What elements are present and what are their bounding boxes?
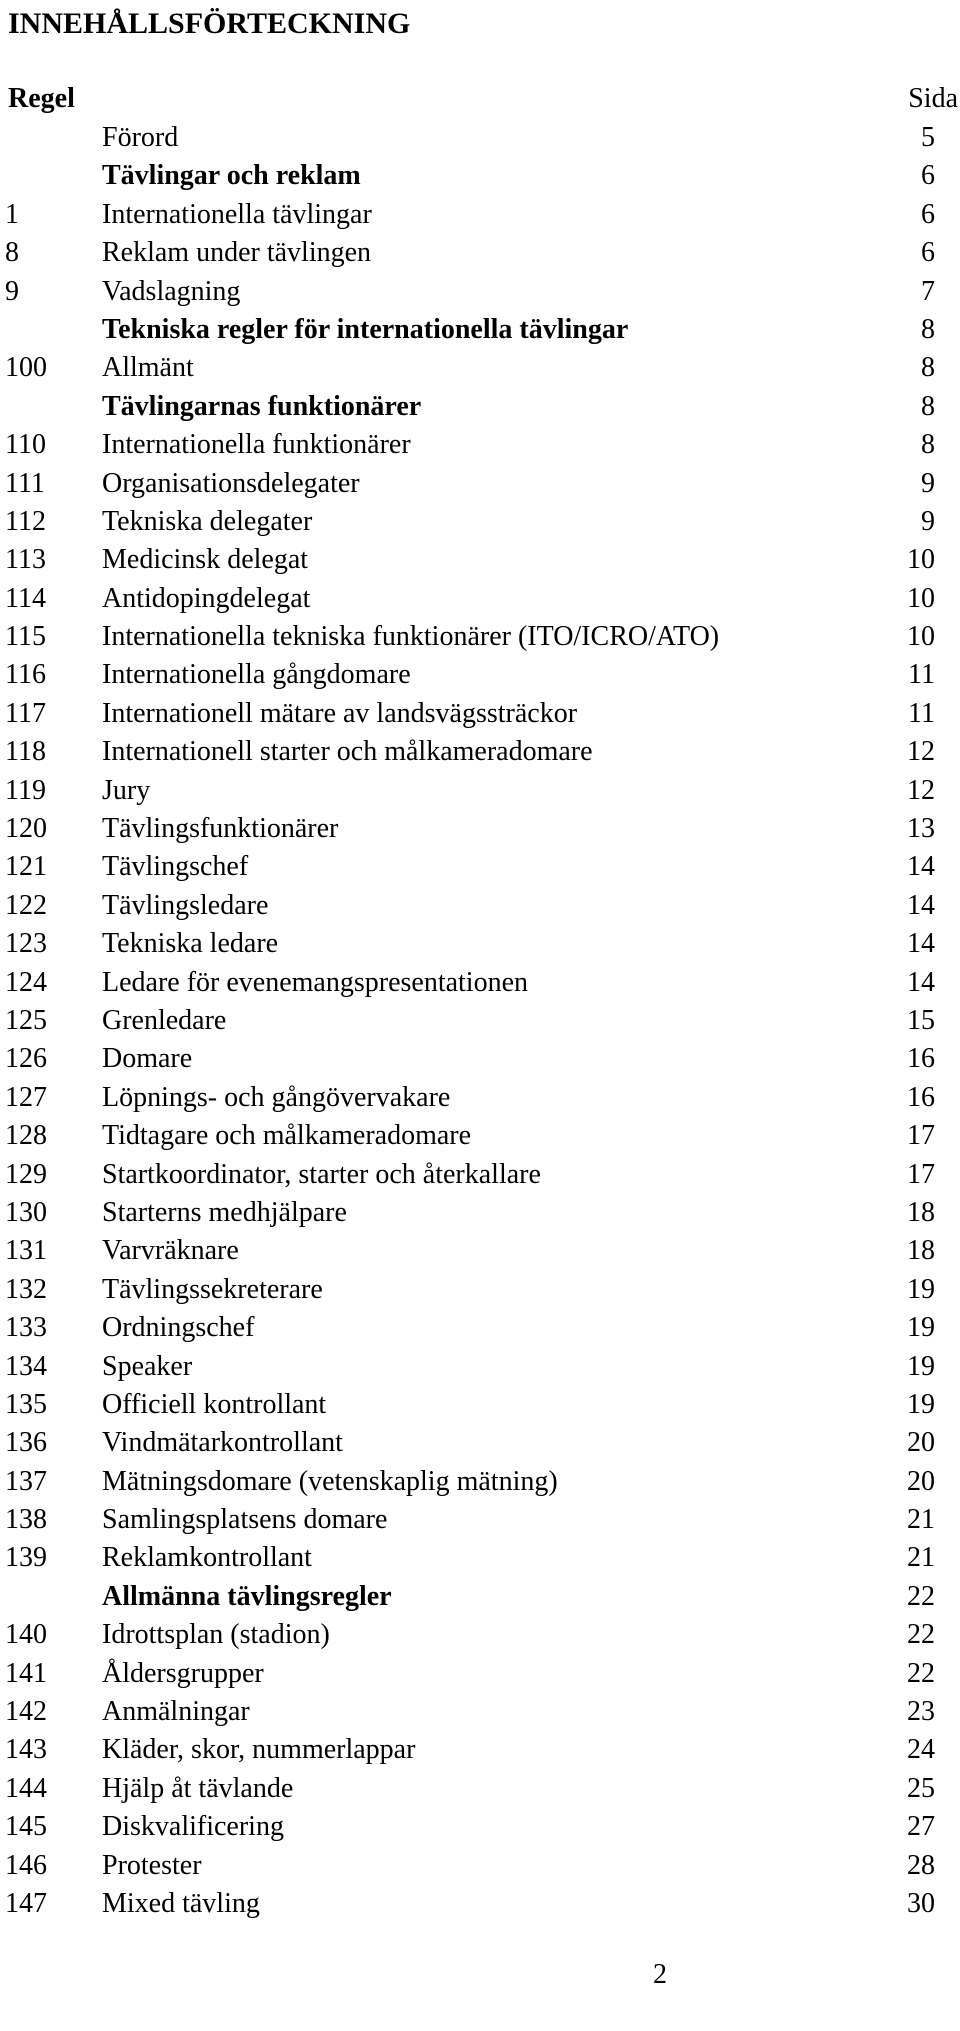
toc-entry bbox=[0, 1424, 960, 1462]
entry-title: Organisationsdelegater bbox=[102, 467, 360, 499]
rule-number: 124 bbox=[5, 966, 47, 998]
entry-page-number: 8 bbox=[921, 429, 935, 461]
entry-page-number: 14 bbox=[907, 851, 935, 883]
rule-number: 117 bbox=[5, 697, 46, 729]
entry-page-number: 14 bbox=[907, 928, 935, 960]
toc-entry bbox=[0, 1463, 960, 1501]
entry-page-number: 23 bbox=[907, 1696, 935, 1728]
toc-entry bbox=[0, 1539, 960, 1577]
rule-number: 132 bbox=[5, 1273, 47, 1305]
toc-entry bbox=[0, 1770, 960, 1808]
entry-page-number: 6 bbox=[921, 160, 935, 192]
entry-page-number: 30 bbox=[907, 1887, 935, 1919]
entry-page-number: 20 bbox=[907, 1427, 935, 1459]
entry-page-number: 12 bbox=[907, 736, 935, 768]
entry-page-number: 8 bbox=[921, 352, 935, 384]
rule-number: 110 bbox=[5, 429, 46, 461]
rule-number: 116 bbox=[5, 659, 46, 691]
toc-entry bbox=[0, 273, 960, 311]
entry-page-number: 22 bbox=[907, 1657, 935, 1689]
rule-number: 127 bbox=[5, 1081, 47, 1113]
entry-title: Ledare för evenemangspresentationen bbox=[102, 966, 529, 998]
toc-entry bbox=[0, 887, 960, 925]
rule-number: 113 bbox=[5, 544, 46, 576]
entry-title: Allmänt bbox=[102, 352, 194, 384]
rule-number: 122 bbox=[5, 889, 47, 921]
toc-entry bbox=[0, 1002, 960, 1040]
toc-entry bbox=[0, 925, 960, 963]
entry-title: Startkoordinator, starter och återkallare bbox=[102, 1158, 541, 1190]
toc-entry bbox=[0, 1040, 960, 1078]
entry-title: Tekniska regler för internationella tävlingar bbox=[102, 313, 629, 345]
entry-page-number: 10 bbox=[907, 582, 935, 614]
rule-number: 8 bbox=[5, 237, 19, 269]
entry-title: Grenledare bbox=[102, 1004, 227, 1036]
entry-page-number: 6 bbox=[921, 237, 935, 269]
entry-page-number: 25 bbox=[907, 1772, 935, 1804]
entry-page-number: 21 bbox=[907, 1504, 935, 1536]
toc-entry bbox=[0, 695, 960, 733]
rule-number: 126 bbox=[5, 1043, 47, 1075]
toc-entry bbox=[0, 465, 960, 503]
rule-number: 125 bbox=[5, 1004, 47, 1036]
toc-entry bbox=[0, 234, 960, 272]
rule-number: 138 bbox=[5, 1504, 47, 1536]
entry-page-number: 15 bbox=[907, 1004, 935, 1036]
entry-title: Starterns medhjälpare bbox=[102, 1196, 347, 1228]
entry-page-number: 27 bbox=[907, 1811, 935, 1843]
toc-entry bbox=[0, 656, 960, 694]
entry-page-number: 16 bbox=[907, 1081, 935, 1113]
rule-number: 112 bbox=[5, 505, 46, 537]
entry-title: Kläder, skor, nummerlappar bbox=[102, 1734, 416, 1766]
entry-title: Tävlingarnas funktionärer bbox=[102, 390, 422, 422]
entry-page-number: 19 bbox=[907, 1388, 935, 1420]
entry-page-number: 22 bbox=[907, 1580, 935, 1612]
entry-title: Internationell starter och målkameradomare bbox=[102, 736, 593, 768]
rule-number: 136 bbox=[5, 1427, 47, 1459]
rule-number: 143 bbox=[5, 1734, 47, 1766]
toc-entry bbox=[0, 848, 960, 886]
entry-title: Jury bbox=[102, 774, 151, 806]
entry-page-number: 21 bbox=[907, 1542, 935, 1574]
entry-page-number: 22 bbox=[907, 1619, 935, 1651]
toc-entry bbox=[0, 1348, 960, 1386]
entry-page-number: 17 bbox=[907, 1120, 935, 1152]
toc-section-heading bbox=[0, 1578, 960, 1616]
page-title: INNEHÅLLSFÖRTECKNING bbox=[8, 7, 411, 40]
entry-title: Hjälp åt tävlande bbox=[102, 1772, 294, 1804]
entry-title: Tävlingssekreterare bbox=[102, 1273, 323, 1305]
entry-page-number: 14 bbox=[907, 966, 935, 998]
entry-page-number: 9 bbox=[921, 505, 935, 537]
entry-page-number: 12 bbox=[907, 774, 935, 806]
rule-number: 137 bbox=[5, 1465, 47, 1497]
entry-title: Tävlingar och reklam bbox=[102, 160, 361, 192]
rule-number: 100 bbox=[5, 352, 47, 384]
entry-title: Domare bbox=[102, 1043, 193, 1075]
entry-page-number: 17 bbox=[907, 1158, 935, 1190]
toc-section-heading bbox=[0, 388, 960, 426]
entry-title: Tekniska delegater bbox=[102, 505, 313, 537]
toc-entry bbox=[0, 541, 960, 579]
rule-number: 129 bbox=[5, 1158, 47, 1190]
rule-number: 1 bbox=[5, 198, 19, 230]
toc-section-heading bbox=[0, 311, 960, 349]
rule-number: 131 bbox=[5, 1235, 47, 1267]
entry-title: Protester bbox=[102, 1849, 202, 1881]
toc-entry bbox=[0, 772, 960, 810]
entry-title: Reklamkontrollant bbox=[102, 1542, 312, 1574]
entry-page-number: 10 bbox=[907, 621, 935, 653]
entry-title: Samlingsplatsens domare bbox=[102, 1504, 388, 1536]
entry-page-number: 13 bbox=[907, 813, 935, 845]
entry-page-number: 6 bbox=[921, 198, 935, 230]
rule-number: 111 bbox=[5, 467, 45, 499]
entry-title: Tidtagare och målkameradomare bbox=[102, 1120, 472, 1152]
entry-title: Tekniska ledare bbox=[102, 928, 279, 960]
toc-entry bbox=[0, 1117, 960, 1155]
entry-page-number: 8 bbox=[921, 313, 935, 345]
toc-entry bbox=[0, 618, 960, 656]
toc-entry bbox=[0, 119, 960, 157]
entry-title: Förord bbox=[102, 122, 179, 153]
entry-page-number: 19 bbox=[907, 1350, 935, 1382]
toc-entry bbox=[0, 1655, 960, 1693]
entry-title: Ordningschef bbox=[102, 1312, 255, 1344]
entry-title: Internationella gångdomare bbox=[102, 659, 411, 691]
toc-entry bbox=[0, 1616, 960, 1654]
rule-number: 144 bbox=[5, 1772, 47, 1804]
entry-title: Vindmätarkontrollant bbox=[102, 1427, 343, 1459]
entry-title: Löpnings- och gångövervakare bbox=[102, 1081, 451, 1113]
entry-page-number: 11 bbox=[908, 659, 935, 691]
entry-page-number: 19 bbox=[907, 1273, 935, 1305]
entry-title: Reklam under tävlingen bbox=[102, 237, 372, 269]
entry-page-number: 16 bbox=[907, 1043, 935, 1075]
toc-entry bbox=[0, 1309, 960, 1347]
entry-page-number: 19 bbox=[907, 1312, 935, 1344]
rule-number: 135 bbox=[5, 1388, 47, 1420]
entry-page-number: 18 bbox=[907, 1235, 935, 1267]
toc-entry bbox=[0, 964, 960, 1002]
entry-title: Antidopingdelegat bbox=[102, 582, 311, 614]
toc-entry bbox=[0, 810, 960, 848]
entry-title: Diskvalificering bbox=[102, 1811, 284, 1843]
entry-title: Mätningsdomare (vetenskaplig mätning) bbox=[102, 1465, 558, 1497]
toc-entry bbox=[0, 1808, 960, 1846]
rule-number: 147 bbox=[5, 1887, 47, 1919]
toc-entry bbox=[0, 1847, 960, 1885]
rule-number: 120 bbox=[5, 813, 47, 845]
rule-number: 146 bbox=[5, 1849, 47, 1881]
rule-number: 140 bbox=[5, 1619, 47, 1651]
toc-entry bbox=[0, 1079, 960, 1117]
toc-entry bbox=[0, 1386, 960, 1424]
toc-entry bbox=[0, 196, 960, 234]
entry-title: Medicinsk delegat bbox=[102, 544, 309, 576]
toc-entry bbox=[0, 426, 960, 464]
toc-entry bbox=[0, 1501, 960, 1539]
rule-number: 142 bbox=[5, 1696, 47, 1728]
toc-entry bbox=[0, 1731, 960, 1769]
toc-entry bbox=[0, 733, 960, 771]
rule-number: 114 bbox=[5, 582, 46, 614]
entry-title: Speaker bbox=[102, 1350, 193, 1382]
entry-title: Internationell mätare av landsvägssträckor bbox=[102, 697, 578, 729]
toc-entry bbox=[0, 1194, 960, 1232]
rule-number: 139 bbox=[5, 1542, 47, 1574]
rule-number: 119 bbox=[5, 774, 46, 806]
entry-page-number: 14 bbox=[907, 889, 935, 921]
entry-title: Officiell kontrollant bbox=[102, 1388, 327, 1420]
rule-number: 128 bbox=[5, 1120, 47, 1152]
rule-number: 118 bbox=[5, 736, 46, 768]
entry-title: Tävlingsfunktionärer bbox=[102, 813, 339, 845]
entry-title: Internationella funktionärer bbox=[102, 429, 411, 461]
rule-number: 130 bbox=[5, 1196, 47, 1228]
column-header-page: Sida bbox=[908, 83, 958, 114]
entry-title: Allmänna tävlingsregler bbox=[102, 1580, 392, 1612]
page-number: 2 bbox=[653, 1959, 667, 1990]
rule-number: 121 bbox=[5, 851, 47, 883]
entry-title: Tävlingschef bbox=[102, 851, 249, 883]
toc-entry bbox=[0, 1156, 960, 1194]
table-of-contents bbox=[0, 119, 960, 1923]
rule-number: 141 bbox=[5, 1657, 47, 1689]
entry-title: Anmälningar bbox=[102, 1696, 250, 1728]
toc-entry bbox=[0, 503, 960, 541]
entry-page-number: 18 bbox=[907, 1196, 935, 1228]
rule-number: 145 bbox=[5, 1811, 47, 1843]
entry-title: Varvräknare bbox=[102, 1235, 239, 1267]
rule-number: 134 bbox=[5, 1350, 47, 1382]
toc-section-heading bbox=[0, 157, 960, 195]
toc-entry bbox=[0, 1232, 960, 1270]
entry-title: Internationella tekniska funktionärer (ITO/ICRO/ATO) bbox=[102, 621, 720, 653]
toc-entry bbox=[0, 349, 960, 387]
toc-entry bbox=[0, 1885, 960, 1923]
entry-page-number: 9 bbox=[921, 467, 935, 499]
entry-title: Idrottsplan (stadion) bbox=[102, 1619, 330, 1651]
entry-page-number: 11 bbox=[908, 697, 935, 729]
entry-page-number: 24 bbox=[907, 1734, 935, 1766]
toc-entry bbox=[0, 1693, 960, 1731]
rule-number: 115 bbox=[5, 621, 46, 653]
entry-page-number: 5 bbox=[921, 122, 935, 153]
rule-number: 123 bbox=[5, 928, 47, 960]
entry-title: Vadslagning bbox=[102, 275, 241, 307]
toc-entry bbox=[0, 1271, 960, 1309]
entry-page-number: 8 bbox=[921, 390, 935, 422]
entry-title: Tävlingsledare bbox=[102, 889, 269, 921]
entry-page-number: 28 bbox=[907, 1849, 935, 1881]
rule-number: 9 bbox=[5, 275, 19, 307]
entry-page-number: 20 bbox=[907, 1465, 935, 1497]
entry-page-number: 10 bbox=[907, 544, 935, 576]
entry-title: Åldersgrupper bbox=[102, 1657, 264, 1689]
entry-title: Mixed tävling bbox=[102, 1887, 260, 1919]
column-header-rule: Regel bbox=[8, 83, 75, 114]
toc-entry bbox=[0, 580, 960, 618]
rule-number: 133 bbox=[5, 1312, 47, 1344]
entry-page-number: 7 bbox=[921, 275, 935, 307]
entry-title: Internationella tävlingar bbox=[102, 198, 372, 230]
